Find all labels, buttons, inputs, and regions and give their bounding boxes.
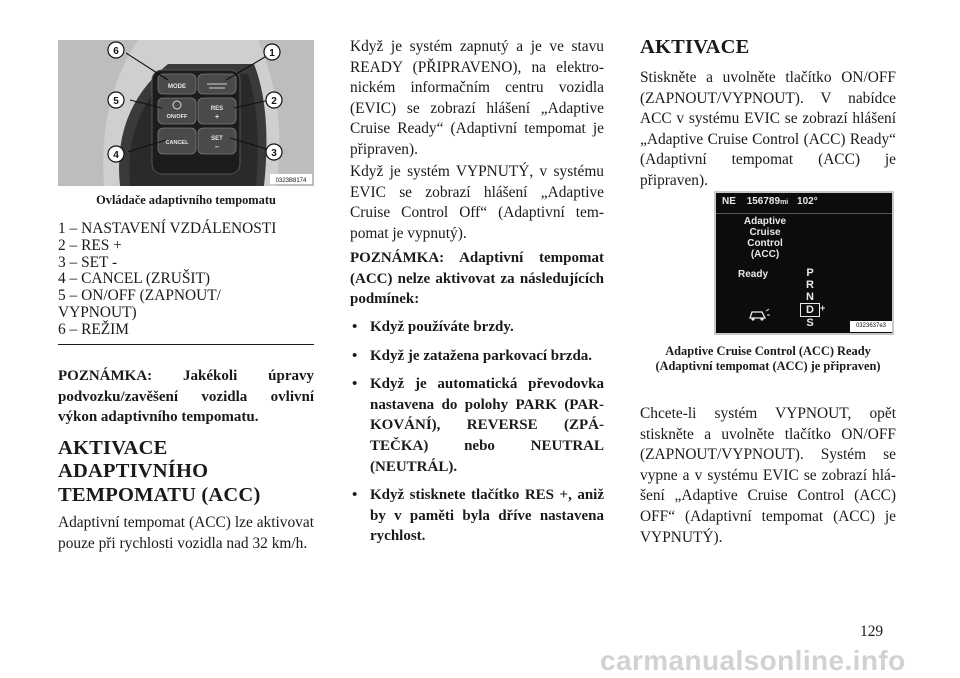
section-heading-activation: AKTIVACE bbox=[640, 36, 750, 58]
set-button-sign: – bbox=[215, 144, 219, 151]
paragraph-activation-speed: Adaptivní tempomat (ACC) lze aktivovat pouze při rychlosti vozidla nad 32 km/h. bbox=[58, 514, 314, 552]
res-button-sign: + bbox=[214, 114, 220, 121]
cancel-button-label: CANCEL bbox=[165, 140, 189, 146]
section-heading-acc-activation: AKTIVACE ADAPTIVNÍHO TEMPOMATU (ACC) bbox=[58, 437, 261, 506]
evic-figure-caption: Adaptive Cruise Control (ACC) Ready (Adaptivní tempomat (ACC) je připraven) bbox=[655, 344, 881, 373]
evic-display-figure bbox=[714, 191, 894, 335]
legend-item: 2 – RES + bbox=[58, 236, 122, 254]
legend-item: 5 – ON/OFF (ZAPNOUT/ bbox=[58, 287, 221, 305]
note-suspension: POZNÁMKA: Jakékoli úpravy podvozku/zavěšení vozidla ovlivní výkon adaptivního tempomatu. bbox=[58, 368, 314, 426]
paragraph-activation-steps: Stiskněte a uvolněte tlačítko ON/OFF (ZAPNOUT/VYPNOUT). V nabídce ACC v systému EVIC se zobrazí hlášení „Adaptive Cruise Control (ACC) Ready“ (Adaptivní tempomat (ACC) je připraven). bbox=[640, 69, 896, 189]
watermark: carmanualsonline.info bbox=[600, 645, 906, 676]
gear-plus: + bbox=[820, 303, 826, 313]
evic-divider bbox=[716, 213, 892, 214]
gear-selector: P R N D S bbox=[800, 267, 820, 329]
evic-figure-code: 0323637e3 bbox=[850, 321, 892, 332]
figure-code: 0323B8174 bbox=[275, 178, 307, 184]
list-item: • Když je automatická převodovka nastavena do polohy PARK (PARKOVÁNÍ), REVERSE (ZPÁTEČKA) nebo NEUTRAL (NEUTRÁL). bbox=[350, 374, 604, 477]
outside-temperature: 102° bbox=[797, 196, 818, 207]
res-button-label: RES bbox=[210, 106, 224, 112]
evic-screen bbox=[716, 193, 892, 333]
legend-item: VYPNOUT) bbox=[58, 303, 137, 321]
set-button-label: SET bbox=[211, 136, 223, 142]
evic-title: Adaptive Cruise Control (ACC) bbox=[743, 216, 787, 260]
list-item: • Když používáte brzdy. bbox=[350, 317, 604, 338]
mode-button-label: MODE bbox=[168, 84, 186, 90]
list-item: • Když je zatažena parkovací brzda. bbox=[350, 346, 604, 367]
acc-car-icon bbox=[746, 307, 772, 323]
callout-4: 4 bbox=[113, 150, 119, 161]
callout-3: 3 bbox=[271, 148, 277, 159]
controls-legend bbox=[58, 221, 314, 339]
legend-divider bbox=[58, 344, 314, 345]
paragraph-off: Když je systém VYPNUTÝ, v systému EVIC se zobrazí hlášení „Adaptive Cruise Control Off“ (Adaptivní tempomat je vypnutý). bbox=[350, 163, 604, 242]
callout-5: 5 bbox=[113, 96, 119, 107]
callout-1: 1 bbox=[269, 48, 275, 59]
figure-caption: Ovládače adaptivního tempomatu bbox=[96, 193, 276, 207]
note-conditions: POZNÁMKA: Adaptivní tempomat (ACC) nelze aktivovat za následujících podmínek: bbox=[350, 250, 604, 308]
steering-controls-figure bbox=[58, 40, 314, 186]
evic-status: Ready bbox=[738, 269, 769, 280]
legend-item: 1 – NASTAVENÍ VZDÁLENOSTI bbox=[58, 220, 277, 237]
odometer-unit: mi bbox=[780, 199, 789, 206]
conditions-list bbox=[350, 317, 604, 555]
onoff-button-label: ON/OFF bbox=[166, 114, 188, 120]
steering-controls-illustration bbox=[58, 40, 314, 186]
odometer-value: 156789 bbox=[746, 196, 781, 207]
legend-item: 4 – CANCEL (ZRUŠIT) bbox=[58, 270, 211, 288]
paragraph-ready: Když je systém zapnutý a je ve stavu READY (PŘIPRAVENO), na elektronickém informačním centru vozidla (EVIC) se zobrazí hlášení „Adaptive Cruise Ready“ (Adaptivní tempomat je připraven). bbox=[350, 38, 604, 158]
callout-2: 2 bbox=[271, 96, 277, 107]
legend-item: 3 – SET - bbox=[58, 253, 118, 271]
list-item: • Když stisknete tlačítko RES +, aniž by v paměti byla dříve nastavena rychlost. bbox=[350, 485, 604, 547]
legend-item: 6 – REŽIM bbox=[58, 320, 129, 338]
page-number: 129 bbox=[860, 623, 884, 640]
paragraph-turn-off: Chcete-li systém VYPNOUT, opět stiskněte a uvolněte tlačítko ON/OFF (ZAPNOUT/VYPNOUT). Systém se vypne a v systému EVIC se zobrazí hlášení „Adaptive Cruise Control (ACC) OFF“ (Adaptivní tempomat (ACC) je VYPNUTÝ). bbox=[640, 405, 896, 546]
compass-heading: NE bbox=[722, 196, 736, 207]
callout-6: 6 bbox=[113, 46, 119, 57]
